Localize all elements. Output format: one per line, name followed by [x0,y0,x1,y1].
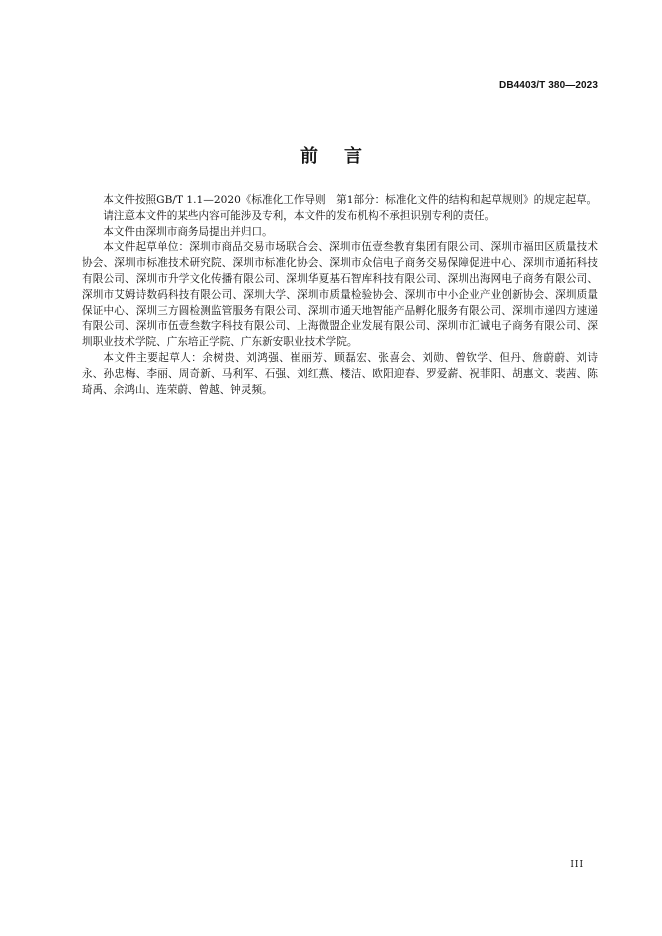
paragraph-drafting-units: 本文件起草单位：深圳市商品交易市场联合会、深圳市伍壹叁教育集团有限公司、深圳市福田区质量技术协会、深圳市标准技术研究院、深圳市标准化协会、深圳市众信电子商务交易保障促进中心、深圳市通拓科技有限公司、深圳市升学文化传播有限公司、深圳华夏基石智库科技有限公司、深圳出海网电子商务有限公司、深圳市艾姆诗数码科技有限公司、深圳大学、深圳市质量检验协会、深圳市中小企业产业创新协会、深圳质量保证中心、深圳三方圆检测监管服务有限公司、深圳市通天地智能产品孵化服务有限公司、深圳市递四方速递有限公司、深圳市伍壹叁数字科技有限公司、上海微盟企业发展有限公司、深圳市汇诚电子商务有限公司、深圳职业技术学院、广东培正学院、广东新安职业技术学院。 [82,241,598,349]
title-char-1: 前 [300,146,318,167]
document-code: DB4403/T 380—2023 [499,80,598,91]
paragraph-proposer: 本文件由深圳市商务局提出并归口。 [103,225,273,238]
foreword-body [82,193,598,398]
page-title [0,142,662,168]
paragraph-patent-notice: 请注意本文件的某些内容可能涉及专利，本文件的发布机构不承担识别专利的责任。 [103,209,496,222]
paragraph-drafters: 本文件主要起草人：余树贵、刘鸿强、崔丽芳、顾磊宏、张喜会、刘勋、曾钦学、但丹、詹蔚蔚、刘诗永、孙忠梅、李丽、周奇新、马利军、石强、刘红燕、楼洁、欧阳迎春、罗爱薪、祝菲阳、胡惠文、裴茜、陈琦禹、余鸿山、连荣蔚、曾越、钟灵频。 [82,351,598,396]
title-char-2: 言 [344,146,362,167]
paragraph-drafting-rules: 本文件按照GB/T 1.1—2020《标准化工作导则 第1部分：标准化文件的结构和起草规则》的规定起草。 [103,194,598,206]
page-number: III [570,860,584,870]
